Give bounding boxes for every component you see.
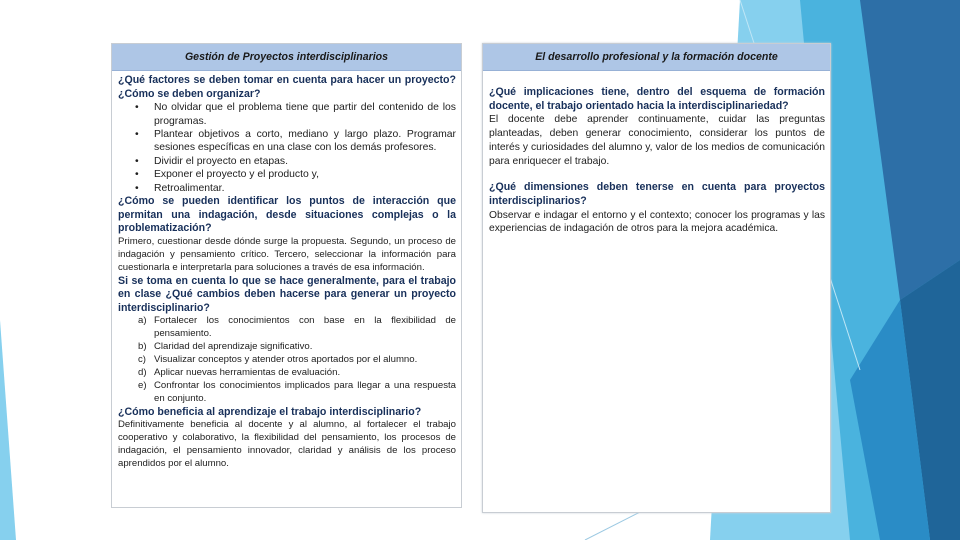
- answer-dimensions: Observar e indagar el entorno y el contexto; conocer los programas y las experiencias de indagación de otros para la mejora académica.: [489, 209, 825, 235]
- list-letter: a): [138, 315, 147, 327]
- list-text: Fortalecer los conocimientos con base en la flexibilidad de pensamiento.: [154, 315, 456, 340]
- list-item: [118, 315, 456, 341]
- left-card: [111, 43, 462, 508]
- list-item: • Exponer el proyecto y el producto y,: [118, 168, 456, 181]
- list-item: • Plantear objetivos a corto, mediano y largo plazo. Programar sesiones específicas en una clase con los demás profesores.: [118, 128, 456, 155]
- list-item: [118, 354, 456, 367]
- question-implications: ¿Qué implicaciones tiene, dentro del esquema de formación docente, el trabajo orientado hacia la interdisciplinariedad?: [489, 86, 825, 112]
- factors-list: [118, 101, 456, 195]
- question-interaction-points: ¿Cómo se pueden identificar los puntos de interacción que permitan una indagación, desde situaciones complejas o la problematización?: [118, 195, 456, 235]
- left-card-body: [112, 71, 461, 471]
- list-item: • Retroalimentar.: [118, 182, 456, 195]
- answer-implications: El docente debe aprender continuamente, cuidar las preguntas planteadas, deben generar conocimiento, considerar los puntos de interés y curiosidades del alumno y, valor de los medios de comunicación para enriquecer el trabajo.: [489, 114, 825, 167]
- left-card-title: Gestión de Proyectos interdisciplinarios: [184, 51, 389, 63]
- right-card-body: [483, 71, 830, 236]
- list-letter: b): [138, 341, 147, 353]
- changes-list: [118, 315, 456, 405]
- question-dimensions: ¿Qué dimensiones deben tenerse en cuenta para proyectos interdisciplinarios?: [489, 181, 825, 207]
- list-text: Claridad del aprendizaje significativo.: [154, 341, 313, 353]
- right-card-header: [483, 44, 830, 71]
- question-benefits: ¿Cómo beneficia al aprendizaje el trabajo interdisciplinario?: [118, 405, 422, 418]
- answer-interaction-points: Primero, cuestionar desde dónde surge la propuesta. Segundo, un proceso de indagación y pensamiento crítico. Tercero, seleccionar la información para cuestionarla e interpretarla para soluciones a través de esa información.: [118, 235, 456, 273]
- spacer: [489, 168, 825, 181]
- list-item: • Dividir el proyecto en etapas.: [118, 155, 456, 168]
- list-item: [118, 380, 456, 406]
- answer-benefits: Definitivamente beneficia al docente y al alumno, al fortalecer el trabajo cooperativo y colaborativo, la flexibilidad del pensamiento, los procesos de indagación, el pensamiento innovador, claridad y análisis de los proceso aprendidos por el alumno.: [118, 419, 456, 469]
- list-text: Confrontar los conocimientos implicados para llegar a una respuesta en conjunto.: [154, 379, 456, 404]
- right-card: [482, 43, 831, 513]
- right-card-title: El desarrollo profesional y la formación docente: [535, 51, 778, 63]
- list-item: [118, 341, 456, 354]
- question-factors: ¿Qué factores se deben tomar en cuenta para hacer un proyecto? ¿Cómo se deben organizar?: [118, 74, 456, 100]
- left-accent-triangle: [0, 320, 16, 540]
- thin-accent-line-2: [585, 512, 640, 540]
- list-text: Visualizar conceptos y atender otros aportados por el alumno.: [154, 354, 418, 366]
- left-card-header: [112, 44, 461, 71]
- list-letter: d): [138, 366, 147, 378]
- list-text: Aplicar nuevas herramientas de evaluación.: [154, 366, 341, 378]
- list-item: • No olvidar que el problema tiene que partir del contenido de los programas.: [118, 101, 456, 128]
- list-item: [118, 367, 456, 380]
- list-letter: e): [138, 379, 147, 391]
- list-letter: c): [138, 354, 146, 366]
- question-changes: Si se toma en cuenta lo que se hace generalmente, para el trabajo en clase ¿Qué cambios deben hacerse para generar un proyecto interdisciplinario?: [118, 274, 456, 314]
